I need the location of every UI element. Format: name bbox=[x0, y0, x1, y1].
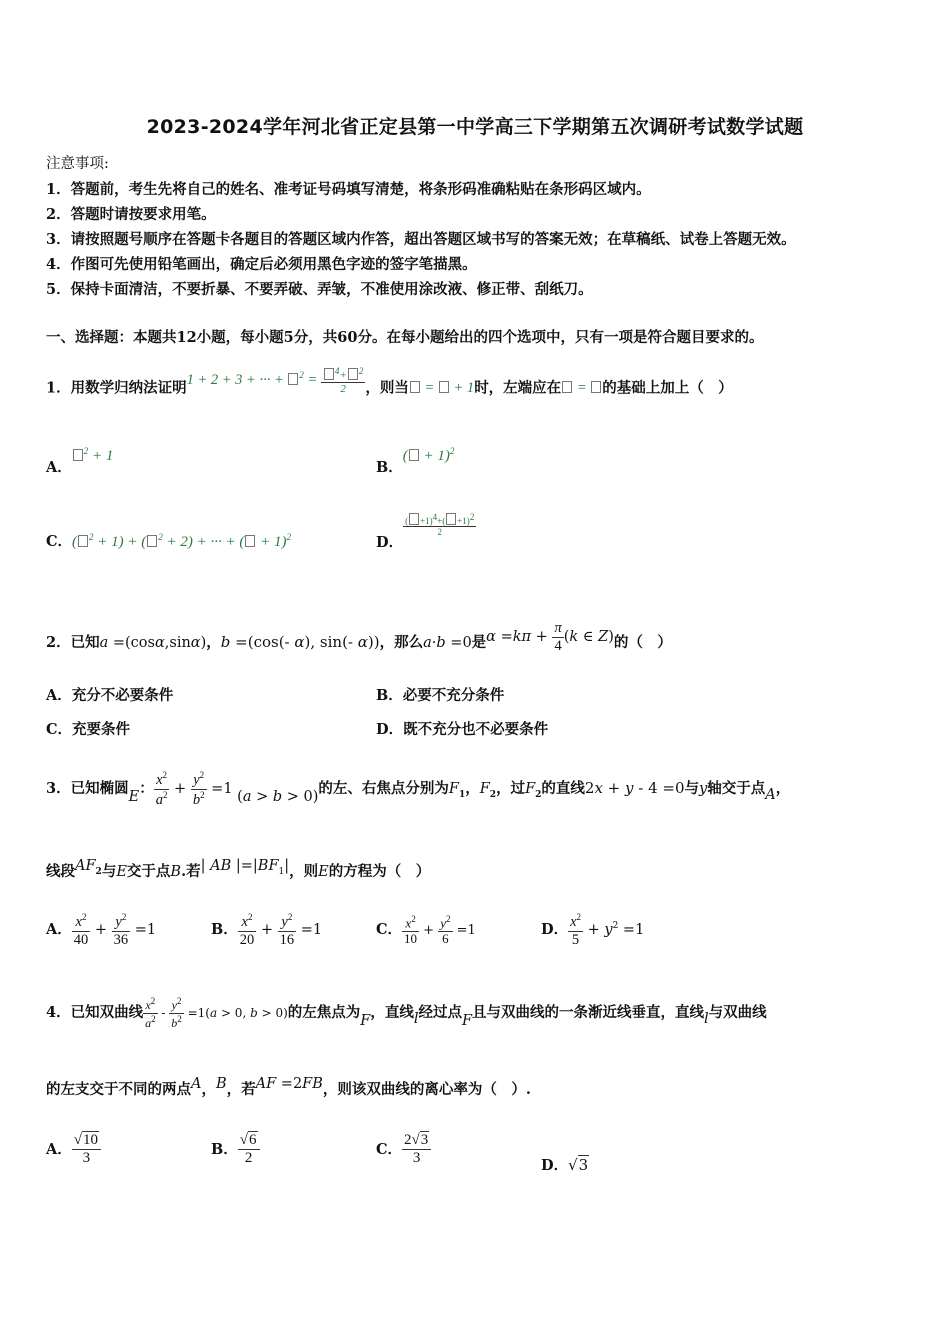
q2-vector-b: b =(cos(- α), sin(- α)) bbox=[220, 633, 380, 652]
q4-option-a[interactable]: A． $\frac{√10}{3}$ bbox=[46, 1132, 101, 1168]
q1-option-d[interactable] bbox=[376, 512, 476, 552]
q4-option-b[interactable]: B． $\frac{√6}{2}$ bbox=[211, 1132, 260, 1168]
option-label: D． bbox=[541, 921, 569, 939]
option-label: A． bbox=[46, 459, 72, 476]
q3-e: E bbox=[128, 789, 140, 805]
notice-item: 2．答题时请按要求用笔。 bbox=[46, 206, 216, 223]
q1-mid3: 的基础上加上（ ） bbox=[602, 379, 733, 397]
question-4: 4．已知双曲线 $\frac{x^2}{a^2}$ - $\frac{y^2}{b^2}$ =1(a > 0, b > 0)的左焦点为F，直线l经过点F且与双曲线的一条渐近线垂直，直线l与双曲线 bbox=[46, 996, 767, 1030]
q3-line1b: 的左、右焦点分别为 bbox=[318, 780, 449, 797]
q3-line1c: ，过 bbox=[496, 780, 526, 797]
q4-line1c: ，直线 bbox=[370, 1003, 414, 1021]
q4-option-c[interactable]: C． $\frac{2√3}{3}$ bbox=[376, 1132, 431, 1168]
q4-line1f: 与双曲线 bbox=[708, 1003, 767, 1021]
q1-condition: = + 1 bbox=[409, 380, 474, 396]
page-title: 2023-2024学年河北省正定县第一中学高三下学期第五次调研考试数学试题 bbox=[146, 116, 804, 138]
q1-mid2: 时，左端应在 bbox=[474, 379, 562, 397]
q3-condition: | AB $|=|BF_1|$ bbox=[200, 858, 290, 877]
q3-option-b[interactable]: B． $\frac{x^2}{20}$ + $\frac{y^2}{16}$ =1 bbox=[211, 912, 323, 948]
question-3: 3．已知椭圆E： $\frac{x^2}{a^2}$ + $\frac{y^2}{b^2}$ =1 (a > b > 0)的左、右焦点分别为$F_1$，$F_2$，过$F_2$的直线2x + y - 4 =0与y轴交于点A， bbox=[46, 770, 791, 808]
notice-heading: 注意事项: bbox=[46, 156, 109, 172]
q1-option-a-expr: $^2$ + 1 bbox=[72, 448, 114, 464]
q2-option-a[interactable]: A．充分不必要条件 bbox=[46, 687, 174, 704]
q4-line2c: ，则该双曲线的离心率为（ ）. bbox=[322, 1081, 531, 1098]
q2-suffix: 的（ ） bbox=[613, 634, 672, 652]
q3-line1f: 轴交于点 bbox=[707, 780, 766, 797]
option-label: B． bbox=[211, 1140, 238, 1158]
q3-line2d: .若 bbox=[181, 863, 201, 880]
option-label: C． bbox=[376, 1140, 403, 1158]
q2-option-d[interactable]: D．既不充分也不必要条件 bbox=[376, 721, 549, 738]
q1-option-a[interactable] bbox=[46, 446, 113, 477]
q4-line1a: 4．已知双曲线 bbox=[46, 1003, 144, 1021]
q1-option-c[interactable] bbox=[46, 530, 291, 551]
option-label: D． bbox=[376, 533, 404, 551]
q2-mid2: 是 bbox=[471, 634, 487, 652]
q4-line2a: 的左支交于不同的两点 bbox=[46, 1081, 191, 1098]
q1-base: = bbox=[561, 380, 602, 396]
option-label: B． bbox=[211, 921, 238, 939]
q1-mid1: ，则当 bbox=[365, 379, 409, 397]
option-label: A． bbox=[46, 921, 72, 939]
q3-line2f: 的方程为（ ） bbox=[328, 863, 431, 880]
q3-ellipse-eq: $\frac{x^2}{a^2}$ + $\frac{y^2}{b^2}$ =1 (a > b > 0) bbox=[155, 770, 319, 808]
notice-item: 1．答题前，考生先将自己的姓名、准考证号码填写清楚，将条形码准确粘贴在条形码区域内。 bbox=[46, 181, 651, 198]
q2-vector-a: a =(cosα,sinα) bbox=[99, 635, 207, 652]
question-3-line2: 线段$AF_2$与E交于点B.若| AB $|=|BF_1|$，则E的方程为（ ） bbox=[46, 858, 431, 880]
q2-dot: a·b =0 bbox=[423, 635, 472, 652]
notice-item: 3．请按照题号顺序在答题卡各题目的答题区域内作答，超出答题区域书写的答案无效；在草稿纸、试卷上答题无效。 bbox=[46, 231, 796, 248]
q1-prefix: 1．用数学归纳法证明 bbox=[46, 379, 187, 397]
q4-option-d[interactable]: D．√3 bbox=[541, 1156, 589, 1174]
notice-item: 4．作图可先使用铅笔画出，确定后必须用黑色字迹的签字笔描黑。 bbox=[46, 256, 477, 273]
q4-line1d: 经过点 bbox=[418, 1003, 462, 1021]
q1-option-c-expr: ( $^2$ + 1) + ( $^2$ + 2) + ··· + ( + 1)$^2$ bbox=[72, 532, 292, 550]
notice-section bbox=[46, 152, 916, 302]
q3-line-eq: 2x + y - 4 =0 bbox=[584, 779, 685, 797]
q2-option-b[interactable]: B．必要不充分条件 bbox=[376, 687, 505, 704]
q1-option-b-expr: ( + 1)$^2$ bbox=[402, 446, 455, 464]
q3-line1e: 与 bbox=[684, 780, 700, 797]
q3-line1d: 的直线 bbox=[541, 780, 585, 797]
q3-line2c: 交于点 bbox=[126, 863, 171, 880]
option-label: C． bbox=[46, 533, 73, 550]
q1-formula: 1 + 2 + 3 + ··· + $^2$ = $\frac{^4+ ^2}{2}$ bbox=[186, 366, 364, 396]
q4-condition: AF =2FB bbox=[255, 1076, 323, 1092]
option-label: B． bbox=[376, 459, 403, 476]
section-heading: 一、选择题：本题共12小题，每小题5分，共60分。在每小题给出的四个选项中，只有一项是符合题目要求的。 bbox=[46, 329, 764, 346]
question-1 bbox=[46, 366, 733, 397]
option-label: D． bbox=[541, 1157, 569, 1174]
q2-prefix: 2．已知 bbox=[46, 634, 100, 652]
q3-line2b: 与 bbox=[101, 863, 117, 880]
option-label: C． bbox=[376, 921, 403, 939]
q1-option-d-expr: $\frac{( +1)^4+( +1)^2}{2}$ bbox=[405, 512, 475, 538]
q3-line1a: 3．已知椭圆 bbox=[46, 780, 129, 797]
q3-line2e: ，则 bbox=[289, 863, 319, 880]
q4-line1b: 的左焦点为 bbox=[287, 1003, 361, 1021]
q4-line1e: 且与双曲线的一条渐近线垂直，直线 bbox=[472, 1003, 705, 1021]
q4-line2b: ，若 bbox=[226, 1081, 256, 1098]
option-label: A． bbox=[46, 1140, 72, 1158]
q3-line2a: 线段 bbox=[46, 863, 75, 880]
q2-alpha: α =kπ + $\frac{\pi}{4}$ (k ∈ Z) bbox=[486, 620, 614, 654]
q3-option-a[interactable]: A． $\frac{x^2}{40}$ + $\frac{y^2}{36}$ =1 bbox=[46, 912, 157, 948]
question-2: 2．已知a =(cosα,sinα)，b =(cos(- α), sin(- α))，那么a·b =0是α =kπ + $\frac{\pi}{4}$ (k ∈ Z)的（ ） bbox=[46, 620, 672, 654]
question-4-line2: 的左支交于不同的两点A，B，若AF =2FB，则该双曲线的离心率为（ ）. bbox=[46, 1076, 531, 1098]
notice-item: 5．保持卡面清洁，不要折暴、不要弄破、弄皱，不准使用涂改液、修正带、刮纸刀。 bbox=[46, 281, 593, 298]
q2-mid1: ，那么 bbox=[379, 634, 424, 652]
q2-option-c[interactable]: C．充要条件 bbox=[46, 721, 131, 738]
q3-option-c[interactable]: C． $\frac{x^2}{10}$ + $\frac{y^2}{6}$ =1 bbox=[376, 914, 476, 947]
q4-hyperbola-eq: $\frac{x^2}{a^2}$ - $\frac{y^2}{b^2}$ =1(a > 0, b > 0) bbox=[145, 996, 288, 1030]
q1-option-b[interactable] bbox=[376, 446, 454, 477]
q3-option-d[interactable]: D． $\frac{x^2}{5}$ + $y^2 =1$ bbox=[541, 912, 645, 948]
